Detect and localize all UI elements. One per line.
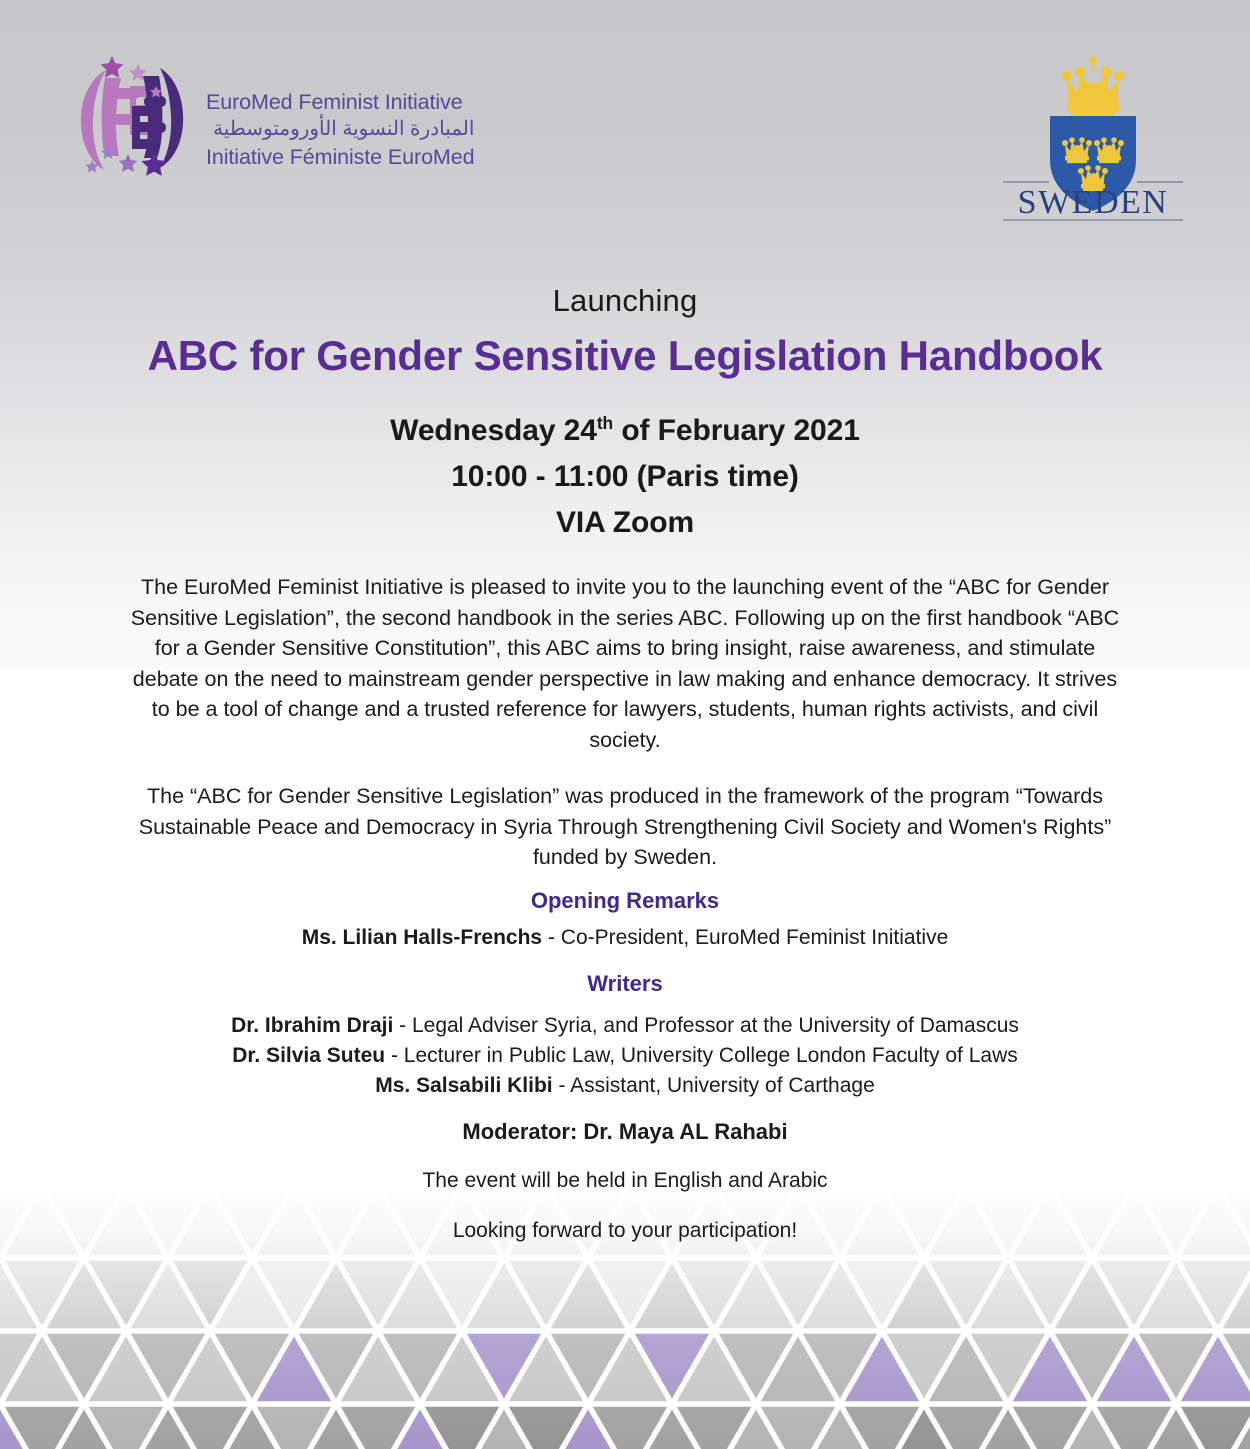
- writer-name: Ms. Salsabili Klibi: [375, 1073, 553, 1097]
- poster-header: [0, 0, 1250, 240]
- speaker-role: - Co-President, EuroMed Feminist Initiative: [542, 926, 949, 949]
- language-note: The event will be held in English and Arabic: [422, 1169, 828, 1192]
- sweden-top-crown-icon: [1062, 56, 1124, 117]
- writer-role: - Lecturer in Public Law, University College London Faculty of Laws: [385, 1043, 1018, 1067]
- event-date-ordinal: th: [596, 413, 614, 433]
- writer-role: - Legal Adviser Syria, and Professor at the University of Damascus: [393, 1014, 1019, 1037]
- efi-logo-mark-icon: [72, 52, 192, 177]
- event-date-suffix: of February 2021: [613, 414, 860, 447]
- writers-list: [0, 1011, 1250, 1100]
- efi-logo-text-arabic: المبادرة النسوية الأورومتوسطية: [213, 118, 475, 141]
- sweden-label: SWEDEN: [1017, 184, 1169, 221]
- moderator-line: Moderator: Dr. Maya AL Rahabi: [462, 1119, 788, 1144]
- opening-remarks-section: [0, 888, 1250, 953]
- list-item: [0, 1071, 1250, 1101]
- body-paragraph-1: The EuroMed Feminist Initiative is pleased to invite you to the launching event of the “ABC for Gender Sensitive Legislation”, the second handbook in the series ABC. Following up on the first handbook “ABC for a Gender Sensitive Constitution”, this ABC aims to bring insight, raise awareness, and stimulate debate on the need to mainstream gender perspective in law making and enhance democracy. It strives to be a tool of change and a trusted reference for lawyers, students, human rights activists, and civil society.: [130, 575, 1120, 752]
- sweden-logo: [1003, 48, 1183, 223]
- body-paragraph-2: The “ABC for Gender Sensitive Legislation” was produced in the framework of the program “Towards Sustainable Peace and Democracy in Syria Through Strengthening Civil Society and Women's Rights” funded by Sweden.: [138, 784, 1112, 870]
- event-date-prefix: Wednesday 24: [390, 414, 597, 447]
- event-details: [0, 408, 1250, 547]
- page-title: ABC for Gender Sensitive Legislation Handbook: [147, 332, 1103, 379]
- event-date: [0, 408, 1250, 454]
- opening-remarks-heading: Opening Remarks: [530, 888, 720, 913]
- event-time: 10:00 - 11:00 (Paris time): [451, 460, 799, 494]
- body-text: [125, 572, 1125, 873]
- writers-section: [0, 971, 1250, 1100]
- writer-role: - Assistant, University of Carthage: [552, 1073, 875, 1097]
- efi-logo-text-french: Initiative Féministe EuroMed: [206, 144, 475, 169]
- list-item: [0, 1041, 1250, 1071]
- efi-logo-text: [206, 58, 474, 171]
- event-platform: VIA Zoom: [555, 506, 695, 540]
- writers-heading: Writers: [587, 971, 663, 996]
- opening-remarks-speaker: [0, 923, 1250, 953]
- launching-eyebrow: Launching: [552, 283, 698, 318]
- writer-name: Dr. Ibrahim Draji: [231, 1014, 394, 1037]
- euromed-feminist-initiative-logo: [72, 52, 474, 177]
- speaker-name: Ms. Lilian Halls-Frenchs: [301, 926, 543, 949]
- writer-name: Dr. Silvia Suteu: [232, 1043, 386, 1067]
- list-item: [0, 1011, 1250, 1041]
- closing-note: Looking forward to your participation!: [452, 1219, 798, 1242]
- efi-logo-text-english: EuroMed Feminist Initiative: [206, 89, 463, 114]
